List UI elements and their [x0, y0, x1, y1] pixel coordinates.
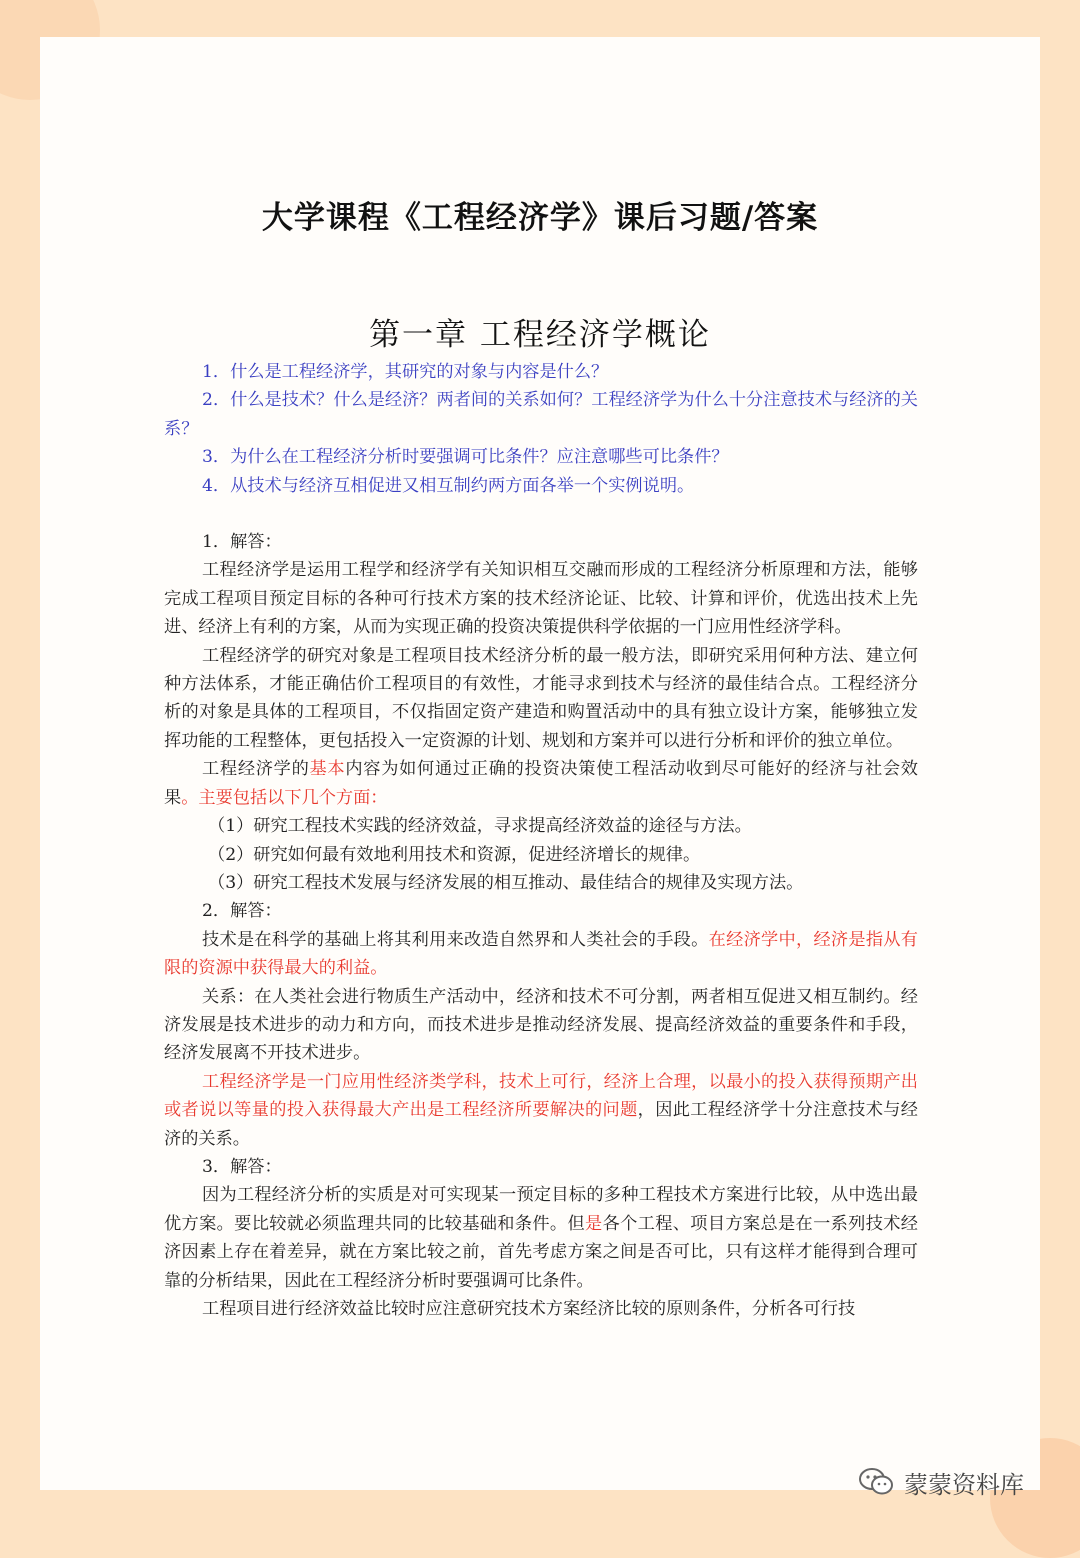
answer-2-paragraph: 关系：在人类社会进行物质生产活动中，经济和技术不可分割，两者相互促进又相互制约。经济发展是技术进步的动力和方向，而技术进步是推动经济发展、提高经济效益的重要条件和手段，经济发展离不开技术进步。: [164, 986, 918, 1064]
question-3: 3．为什么在工程经济分析时要强调可比条件？应注意哪些可比条件？: [202, 447, 729, 468]
highlight-span: 在经济学中，经济是指从有限的资源中获得最大的利益。: [164, 929, 918, 979]
list-item: （1）研究工程技术实践的经济效益，寻求提高经济效益的途径与方法。: [208, 816, 752, 837]
spacer: [164, 500, 918, 528]
answer-1-paragraph: 工程经济学的研究对象是工程项目技术经济分析的最一般方法，即研究采用何种方法、建立何种方法体系，才能正确估价工程项目的有效性，才能寻求到技术与经济的最佳结合点。工程经济分析的对象是具体的工程项目，不仅指固定资产建造和购置活动中的具有独立设计方案，能够独立发挥功能的工程整体，更包括投入一定资源的计划、规划和方案并可以进行分析和评价的独立单位。: [164, 645, 918, 751]
question-4: 4．从技术与经济互相促进又相互制约两方面各举一个实例说明。: [202, 475, 695, 496]
highlight-span: 工程经济学是一门应用性经济类学科，技术上可行，经济上合理，以最小的投入获得预期产出或者说以等量的投入获得最大产出是工程经济所要解决的问题: [164, 1071, 918, 1121]
text-span: 工程经济学的: [202, 759, 310, 780]
text-span: 技术是在科学的基础上将其利用来改造自然界和人类社会的手段。: [202, 929, 709, 950]
text-span: 各个工程、项目方案总是在一系列技术经济因素上存在着差异，就在方案比较之前，首先考虑方案之间是否可比，只有这样才能得到合理可靠的分析结果，因此在工程经济分析时要强调可比条件。: [164, 1213, 918, 1291]
highlight-span: 是: [585, 1213, 603, 1234]
document-title: 大学课程《工程经济学》课后习题/答案: [261, 200, 819, 236]
highlight-span: 。主要包括以下几个方面：: [181, 787, 388, 808]
text-span: 因为工程经济分析的实质是对可实现某一预定目标的多种工程技术方案进行比较，从中选出最优方案。要比较就必须监理共同的比较基础和条件。但: [164, 1185, 918, 1234]
answer-3-heading: 3．解答：: [202, 1156, 282, 1177]
watermark-text: 蒙蒙资料库: [904, 1470, 1024, 1499]
answer-1-paragraph: [164, 755, 918, 812]
wechat-icon: [858, 1467, 894, 1497]
highlight-span: 基本: [309, 759, 346, 780]
text-span: ，因此工程经济学十分注意技术与经济的关系。: [164, 1100, 918, 1149]
answer-2-heading: 2．解答：: [202, 901, 282, 922]
answer-3-paragraph: [164, 1181, 918, 1295]
list-item: （2）研究如何最有效地利用技术和资源，促进经济增长的规律。: [208, 844, 701, 865]
answer-1-heading: 1．解答：: [202, 532, 282, 553]
answer-3-paragraph: 工程项目进行经济效益比较时应注意研究技术方案经济比较的原则条件，分析各可行技: [202, 1299, 856, 1319]
question-2: 2．什么是技术？什么是经济？两者间的关系如何？工程经济学为什么十分注意技术与经济的关系？: [164, 390, 918, 439]
document-body: [164, 358, 918, 1323]
watermark: [858, 1462, 1024, 1502]
answer-1-paragraph: 工程经济学是运用工程学和经济学有关知识相互交融而形成的工程经济分析原理和方法，能够完成工程项目预定目标的各种可行技术方案的技术经济论证、比较、计算和评价，优选出技术上先进、经济上有利的方案，从而为实现正确的投资决策提供科学依据的一门应用性经济学科。: [164, 560, 918, 638]
text-span: 内容为如何通过正确的投资决策使工程活动收到尽可能好的经济与社会效果: [164, 759, 918, 808]
answer-2-paragraph: [164, 1068, 918, 1153]
question-1: 1．什么是工程经济学，其研究的对象与内容是什么？: [202, 362, 609, 382]
answer-2-paragraph: [164, 926, 918, 983]
chapter-heading: 第一章 工程经济学概论: [369, 317, 711, 353]
list-item: （3）研究工程技术发展与经济发展的相互推动、最佳结合的规律及实现方法。: [208, 872, 804, 893]
